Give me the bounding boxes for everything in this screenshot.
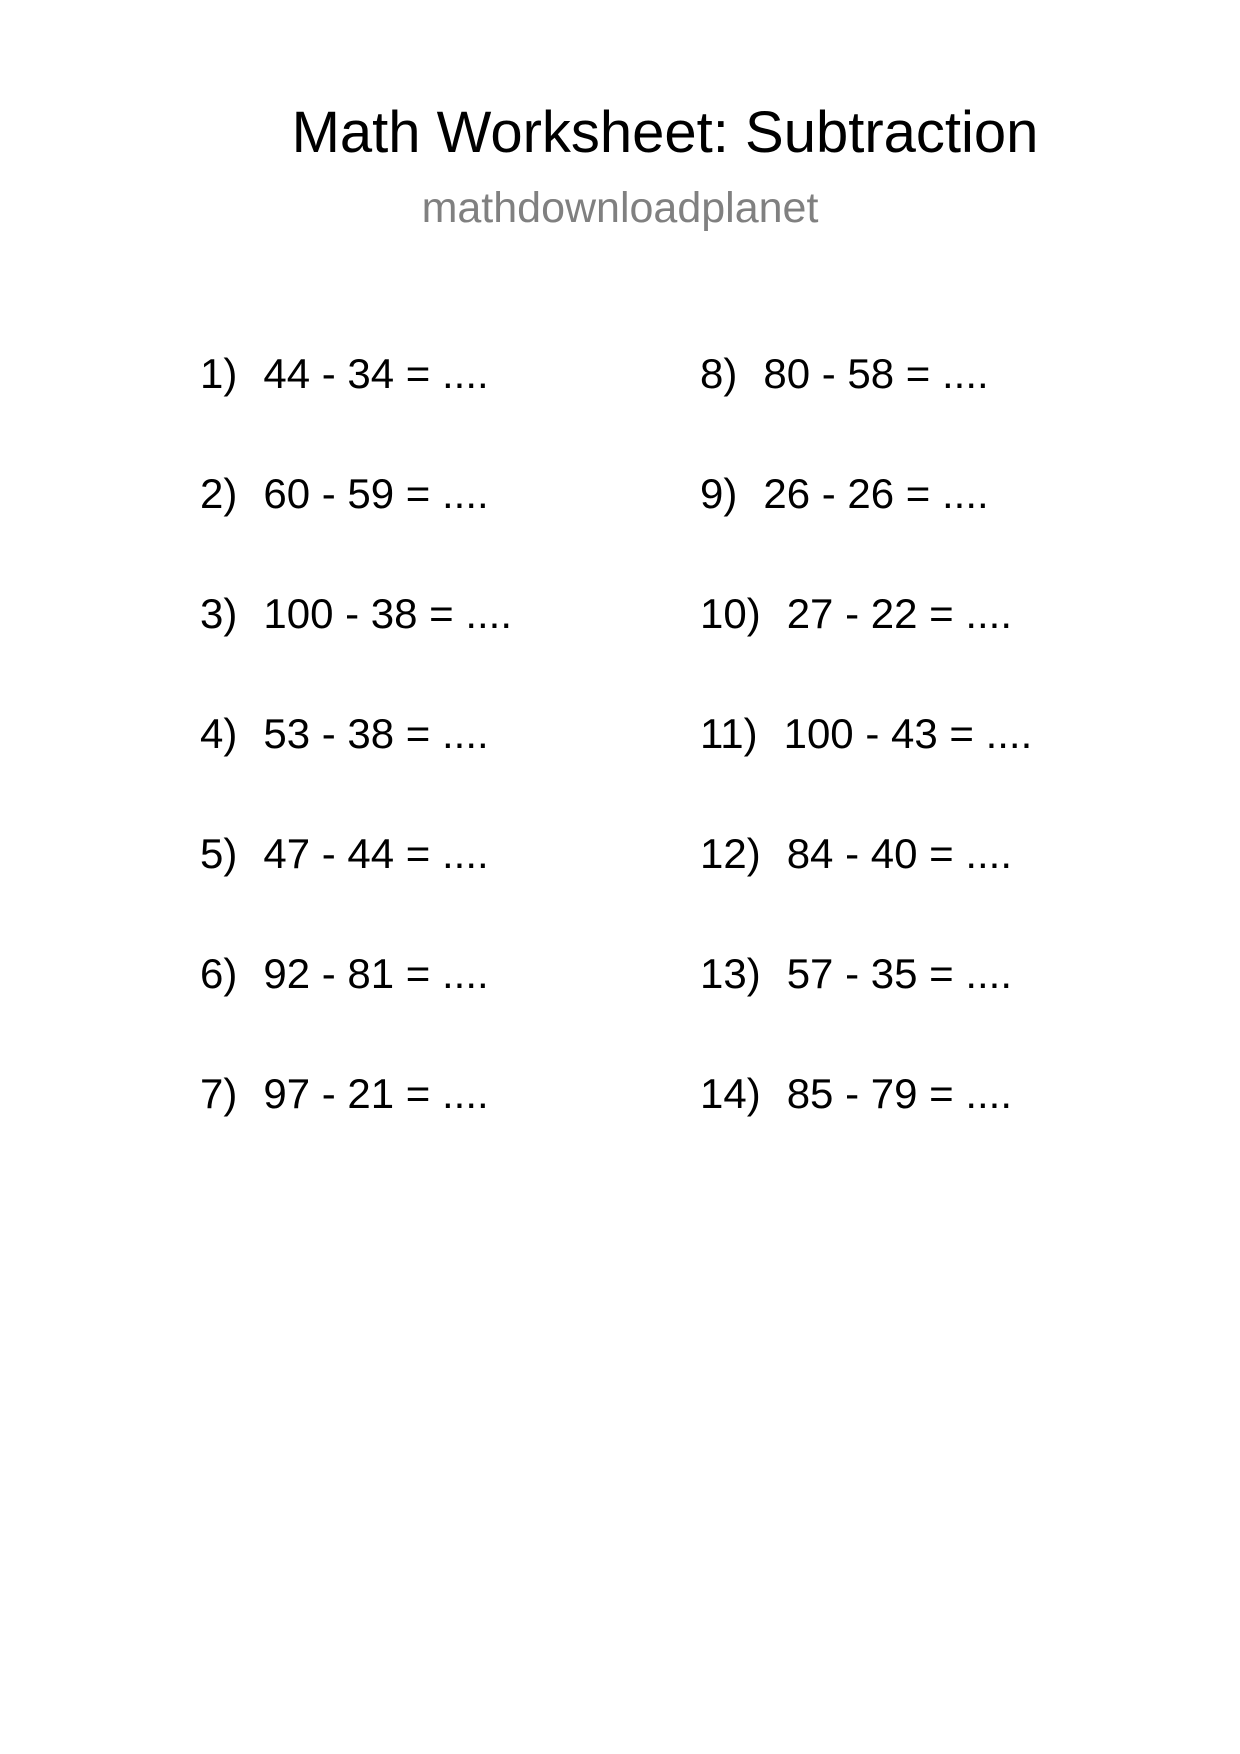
problem-item [700, 348, 1032, 468]
problem-expression: 80 - 58 = .... [763, 350, 989, 397]
problem-item [700, 828, 1032, 948]
problem-item [200, 588, 512, 708]
problem-number: 4) [200, 710, 238, 757]
problem-item [700, 708, 1032, 828]
problem-number: 10) [700, 590, 761, 637]
problem-number: 8) [700, 350, 738, 397]
problem-number: 12) [700, 830, 761, 877]
problem-expression: 26 - 26 = .... [763, 470, 989, 517]
problem-number: 6) [200, 950, 238, 997]
problem-expression: 47 - 44 = .... [263, 830, 489, 877]
problem-item [200, 948, 512, 1068]
problem-item [700, 588, 1032, 708]
problem-number: 13) [700, 950, 761, 997]
problem-expression: 84 - 40 = .... [786, 830, 1013, 877]
problem-expression: 27 - 22 = .... [786, 590, 1013, 637]
problem-number: 3) [200, 590, 238, 637]
problem-item [700, 1068, 1032, 1188]
problem-expression: 97 - 21 = .... [263, 1070, 489, 1117]
problem-number: 11) [700, 710, 758, 757]
problem-expression: 60 - 59 = .... [263, 470, 489, 517]
problem-expression: 44 - 34 = .... [263, 350, 489, 397]
problem-number: 7) [200, 1070, 238, 1117]
problem-item [200, 468, 512, 588]
problem-item [200, 708, 512, 828]
problem-item [200, 348, 512, 468]
problem-item [700, 948, 1032, 1068]
problem-expression: 57 - 35 = .... [786, 950, 1013, 997]
problem-number: 9) [700, 470, 738, 517]
problems-column-right [700, 348, 1032, 1188]
problem-expression: 53 - 38 = .... [263, 710, 489, 757]
problem-item [200, 828, 512, 948]
problems-column-left [200, 348, 512, 1188]
problem-number: 5) [200, 830, 238, 877]
problem-item [700, 468, 1032, 588]
problem-expression: 100 - 43 = .... [783, 710, 1033, 757]
problem-number: 2) [200, 470, 238, 517]
page-subtitle: mathdownloadplanet [421, 184, 819, 232]
problem-expression: 100 - 38 = .... [263, 590, 513, 637]
problem-expression: 85 - 79 = .... [786, 1070, 1013, 1117]
problem-item [200, 1068, 512, 1188]
page-title: Math Worksheet: Subtraction [291, 100, 1039, 165]
problem-number: 1) [200, 350, 238, 397]
problem-number: 14) [700, 1070, 761, 1117]
problem-expression: 92 - 81 = .... [263, 950, 489, 997]
